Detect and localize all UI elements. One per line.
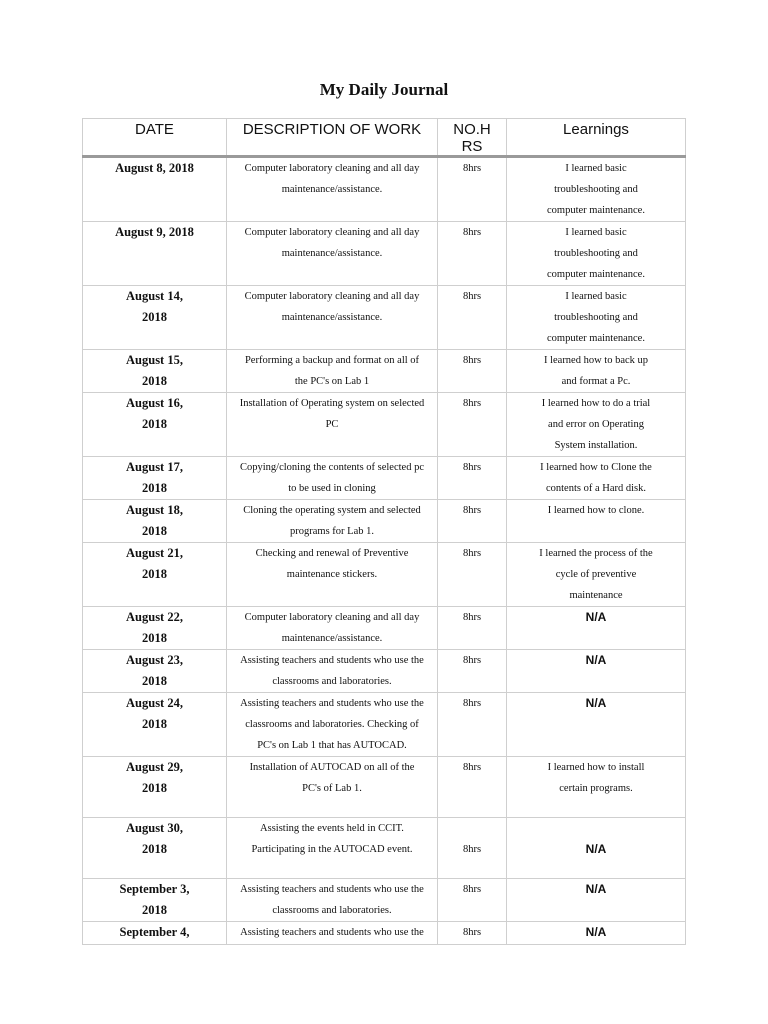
learnings-cell: I learned how to Clone the contents of a Hard disk. [507, 457, 686, 500]
description-cell: Performing a backup and format on all of the PC's on Lab 1 [227, 350, 438, 393]
learnings-cell [507, 650, 686, 693]
learnings-cell [507, 922, 686, 945]
header-learnings: Learnings [507, 119, 686, 157]
hours-cell: 8hrs [438, 500, 507, 543]
hours-cell: 8hrs [438, 222, 507, 286]
na-value: N/A [585, 653, 607, 667]
hours-cell: 8hrs [438, 457, 507, 500]
learnings-cell [507, 879, 686, 922]
na-value: N/A [585, 882, 607, 896]
learnings-cell: I learned the process of the cycle of preventive maintenance [507, 543, 686, 607]
table-row [83, 393, 686, 457]
table-row [83, 879, 686, 922]
hours-cell: 8hrs [438, 543, 507, 607]
hours-cell: 8hrs [438, 350, 507, 393]
hours-cell: 8hrs [438, 607, 507, 650]
table-row [83, 222, 686, 286]
learnings-cell [507, 818, 686, 879]
description-cell: Installation of AUTOCAD on all of the PC's of Lab 1. [227, 757, 438, 818]
hours-cell: 8hrs [438, 693, 507, 757]
hours-cell: 8hrs [438, 157, 507, 222]
description-cell: Copying/cloning the contents of selected pc to be used in cloning [227, 457, 438, 500]
table-row [83, 543, 686, 607]
table-row [83, 286, 686, 350]
hours-cell: 8hrs [438, 286, 507, 350]
hours-cell: 8hrs [438, 393, 507, 457]
description-cell: Assisting the events held in CCIT. Participating in the AUTOCAD event. [227, 818, 438, 879]
table-row [83, 818, 686, 879]
date-cell: August 16, 2018 [83, 393, 227, 457]
date-cell: August 22, 2018 [83, 607, 227, 650]
date-cell: September 4, [83, 922, 227, 945]
date-cell: August 30, 2018 [83, 818, 227, 879]
hours-cell: 8hrs [438, 757, 507, 818]
learnings-cell [507, 693, 686, 757]
description-cell: Assisting teachers and students who use the classrooms and laboratories. [227, 650, 438, 693]
date-cell: August 29, 2018 [83, 757, 227, 818]
na-value: N/A [585, 842, 607, 856]
description-cell: Checking and renewal of Preventive maintenance stickers. [227, 543, 438, 607]
table-header-row [83, 119, 686, 157]
learnings-cell: I learned how to install certain programs. [507, 757, 686, 818]
date-cell: August 18, 2018 [83, 500, 227, 543]
table-row [83, 350, 686, 393]
date-cell: August 9, 2018 [83, 222, 227, 286]
hours-cell: 8hrs [438, 879, 507, 922]
learnings-cell: I learned how to do a trial and error on Operating System installation. [507, 393, 686, 457]
hours-cell: 8hrs [438, 650, 507, 693]
header-hours: NO.H RS [438, 119, 507, 157]
description-cell: Assisting teachers and students who use the [227, 922, 438, 945]
learnings-cell [507, 607, 686, 650]
journal-table [82, 118, 686, 945]
header-date: DATE [83, 119, 227, 157]
date-cell: August 23, 2018 [83, 650, 227, 693]
learnings-cell: I learned basic troubleshooting and computer maintenance. [507, 157, 686, 222]
description-cell: Assisting teachers and students who use the classrooms and laboratories. [227, 879, 438, 922]
description-cell: Computer laboratory cleaning and all day maintenance/assistance. [227, 157, 438, 222]
page-title: My Daily Journal [319, 80, 449, 99]
table-row [83, 500, 686, 543]
date-cell: August 17, 2018 [83, 457, 227, 500]
date-cell: August 8, 2018 [83, 157, 227, 222]
description-cell: Computer laboratory cleaning and all day maintenance/assistance. [227, 607, 438, 650]
learnings-cell: I learned how to back up and format a Pc. [507, 350, 686, 393]
hours-cell: 8hrs [438, 922, 507, 945]
date-cell: August 15, 2018 [83, 350, 227, 393]
table-row [83, 922, 686, 945]
description-cell: Computer laboratory cleaning and all day maintenance/assistance. [227, 222, 438, 286]
na-value: N/A [585, 925, 607, 939]
hours-cell: 8hrs [438, 818, 507, 879]
header-description: DESCRIPTION OF WORK [227, 119, 438, 157]
date-cell: August 21, 2018 [83, 543, 227, 607]
date-cell: September 3, 2018 [83, 879, 227, 922]
table-row [83, 650, 686, 693]
description-cell: Cloning the operating system and selected programs for Lab 1. [227, 500, 438, 543]
table-row [83, 457, 686, 500]
learnings-cell: I learned how to clone. [507, 500, 686, 543]
table-row [83, 693, 686, 757]
table-row [83, 757, 686, 818]
na-value: N/A [585, 610, 607, 624]
date-cell: August 24, 2018 [83, 693, 227, 757]
table-row [83, 607, 686, 650]
description-cell: Computer laboratory cleaning and all day maintenance/assistance. [227, 286, 438, 350]
learnings-cell: I learned basic troubleshooting and computer maintenance. [507, 222, 686, 286]
description-cell: Installation of Operating system on selected PC [227, 393, 438, 457]
na-value: N/A [585, 696, 607, 710]
learnings-cell: I learned basic troubleshooting and computer maintenance. [507, 286, 686, 350]
date-cell: August 14, 2018 [83, 286, 227, 350]
table-row [83, 157, 686, 222]
description-cell: Assisting teachers and students who use the classrooms and laboratories. Checking of PC's on Lab 1 that has AUTOCAD. [227, 693, 438, 757]
